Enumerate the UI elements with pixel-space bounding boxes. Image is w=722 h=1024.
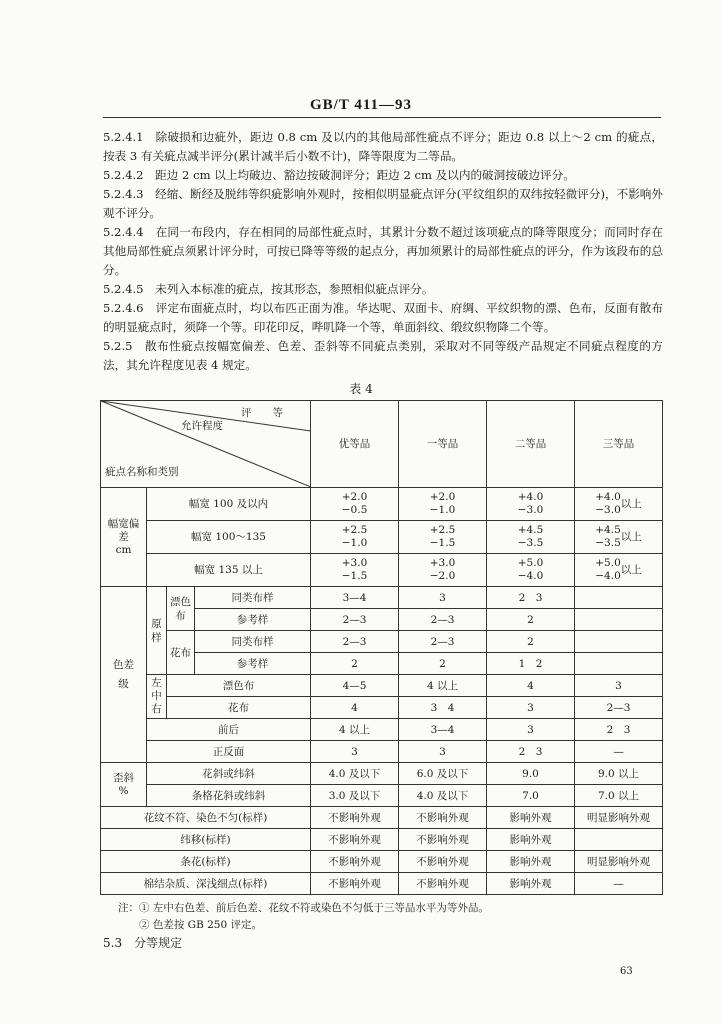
table-row	[101, 587, 663, 609]
cell: 不影响外观	[311, 851, 399, 873]
cell: 不影响外观	[399, 873, 487, 895]
cell: +4.0 −3.0 以上	[575, 488, 663, 521]
cell: 2 3	[487, 741, 575, 763]
cell: 不影响外观	[399, 851, 487, 873]
cell: +5.0 −4.0 以上	[575, 554, 663, 587]
table-row	[101, 763, 663, 785]
row-label: 纬移(标样)	[101, 829, 311, 851]
cell	[575, 631, 663, 653]
diag-allow-label: 允许程度	[181, 420, 223, 432]
cell: +2.0 −1.0	[399, 488, 487, 521]
cell: 3—4	[399, 719, 487, 741]
row-label: 正反面	[147, 741, 311, 763]
cell: 2—3	[399, 609, 487, 631]
cell: 4.0 及以下	[311, 763, 399, 785]
cell: 2—3	[399, 631, 487, 653]
cell: 2 3	[487, 587, 575, 609]
cell: 2	[311, 653, 399, 675]
grade-header: 一等品	[399, 401, 487, 488]
cell: 明显影响外观	[575, 851, 663, 873]
row-label: 花纹不符、染色不匀(标样)	[101, 807, 311, 829]
width-deviation-label: 幅宽偏差 cm	[101, 488, 147, 587]
cell: 不影响外观	[311, 807, 399, 829]
cell: 2	[487, 609, 575, 631]
page-number: 63	[620, 966, 633, 977]
cell	[575, 653, 663, 675]
row-label: 条花(标样)	[101, 851, 311, 873]
table-header-row	[101, 401, 663, 488]
cell: 影响外观	[487, 873, 575, 895]
cell: 影响外观	[487, 807, 575, 829]
standard-header: GB/T 411—93	[310, 97, 412, 113]
table-row	[101, 719, 663, 741]
cell: 2—3	[575, 697, 663, 719]
cell: +4.5 −3.5 以上	[575, 521, 663, 554]
skew-label: 歪斜 %	[101, 763, 147, 807]
paragraph-5-2-4-2: 5.2.4.2 距边 2 cm 以上均破边、豁边按破洞评分；距边 2 cm 及以内的破洞按破边评分。	[103, 168, 575, 182]
cell: —	[575, 873, 663, 895]
cell: 3	[399, 587, 487, 609]
cell: 3—4	[311, 587, 399, 609]
cell: 4 以上	[311, 719, 399, 741]
cell: 明显影响外观	[575, 807, 663, 829]
cell: +5.0 −4.0	[487, 554, 575, 587]
cell: 3	[575, 675, 663, 697]
cell: 不影响外观	[311, 873, 399, 895]
table-4	[100, 400, 663, 895]
cell: 3 4	[399, 697, 487, 719]
cell: 4 以上	[399, 675, 487, 697]
cell: +2.0 −0.5	[311, 488, 399, 521]
paragraph-5-2-4-3: 5.2.4.3 经缩、断经及脱纬等织疵影响外观时，按相似明显疵点评分(平纹组织的双纬按轻微评分)，不影响外观不评分。	[103, 187, 663, 220]
cell: +3.0 −1.5	[311, 554, 399, 587]
table-row	[101, 697, 663, 719]
table-title: 表 4	[349, 382, 373, 396]
cell: 4	[487, 675, 575, 697]
bleached-dyed-label: 漂色布	[167, 587, 195, 631]
row-label: 参考样	[195, 609, 311, 631]
cell: 3.0 及以下	[311, 785, 399, 807]
cell: 9.0 以上	[575, 763, 663, 785]
cell: +2.5 −1.5	[399, 521, 487, 554]
row-label: 花斜或纬斜	[147, 763, 311, 785]
cell: 2—3	[311, 609, 399, 631]
section-heading-5-3: 5.3 分等规定	[103, 936, 183, 950]
cell: 不影响外观	[399, 807, 487, 829]
cell	[575, 829, 663, 851]
cell: 不影响外观	[311, 829, 399, 851]
note-1: 注：① 左中右色差、前后色差、花纹不符或染色不匀低于三等品水平为等外品。	[118, 902, 489, 914]
cell: 不影响外观	[399, 829, 487, 851]
row-label: 前后	[147, 719, 311, 741]
note-2: ② 色差按 GB 250 评定。	[118, 919, 262, 931]
paragraph-5-2-5: 5.2.5 散布性疵点按幅宽偏差、色差、歪斜等不同疵点类别，采取对不同等级产品规定不同疵点程度的方法，其允许程度见表 4 规定。	[103, 339, 663, 372]
cell: +3.0 −2.0	[399, 554, 487, 587]
cell: 3	[487, 719, 575, 741]
cell: 2	[487, 631, 575, 653]
cell: 影响外观	[487, 851, 575, 873]
table-row	[101, 554, 663, 587]
row-label: 幅宽 135 以上	[147, 554, 311, 587]
cell	[575, 587, 663, 609]
row-label: 条格花斜或纬斜	[147, 785, 311, 807]
left-middle-right-label: 左 中 右	[147, 675, 167, 719]
cell: 3	[311, 741, 399, 763]
grade-header: 三等品	[575, 401, 663, 488]
cell: 2 3	[575, 719, 663, 741]
cell: 7.0	[487, 785, 575, 807]
cell: 4.0 及以下	[399, 785, 487, 807]
cell: +4.5 −3.5	[487, 521, 575, 554]
row-label: 同类布样	[195, 631, 311, 653]
diagonal-header-cell	[101, 401, 311, 488]
paragraph-5-2-4-5: 5.2.4.5 未列入本标准的疵点，按其形态，参照相似疵点评分。	[103, 282, 434, 296]
paragraph-5-2-4-1: 5.2.4.1 除破损和边疵外，距边 0.8 cm 及以内的其他局部性疵点不评分；距边 0.8 以上～2 cm 的疵点，按表 3 有关疵点减半评分(累计减半后小数不计)，降等限度为二等品。	[103, 130, 663, 163]
row-label: 棉结杂质、深浅细点(标样)	[101, 873, 311, 895]
cell: 1 2	[487, 653, 575, 675]
color-difference-label: 色差 级	[101, 587, 147, 763]
cell: +2.5 −1.0	[311, 521, 399, 554]
cell: —	[575, 741, 663, 763]
cell: 9.0	[487, 763, 575, 785]
row-label: 漂色布	[167, 675, 311, 697]
table-row	[101, 829, 663, 851]
table-row	[101, 741, 663, 763]
table-row	[101, 807, 663, 829]
cell: 2	[399, 653, 487, 675]
row-label: 参考样	[195, 653, 311, 675]
table-notes	[118, 900, 489, 934]
table-row	[101, 851, 663, 873]
table-row	[101, 488, 663, 521]
paragraph-5-2-4-6: 5.2.4.6 评定布面疵点时，均以布匹正面为准。华达呢、双面卡、府绸、平纹织物的漂、色布，反面有散布的明显疵点时，须降一个等。印花印反，哔叽降一个等，单面斜纹、缎纹织物降二个等。	[103, 301, 663, 334]
cell: 3	[487, 697, 575, 719]
table-row	[101, 873, 663, 895]
cell: 7.0 以上	[575, 785, 663, 807]
paragraph-5-2-4-4: 5.2.4.4 在同一布段内，存在相同的局部性疵点时，其累计分数不超过该项疵点的降等限度分；而同时存在其他局部性疵点须累计评分时，可按已降等等级的起点分，再加须累计的局部性疵点的评分，作为该段布的总分。	[103, 225, 663, 277]
diag-name-label: 疵点名称和类别	[105, 466, 179, 478]
diag-grade-label: 评 等	[241, 407, 283, 419]
row-label: 花布	[167, 697, 311, 719]
grade-header: 二等品	[487, 401, 575, 488]
printed-cloth-label: 花布	[167, 631, 195, 675]
table-row	[101, 521, 663, 554]
cell: +4.0 −3.0	[487, 488, 575, 521]
cell: 3	[399, 741, 487, 763]
cell	[575, 609, 663, 631]
table-row	[101, 675, 663, 697]
row-label: 同类布样	[195, 587, 311, 609]
grade-header: 优等品	[311, 401, 399, 488]
cell: 4—5	[311, 675, 399, 697]
original-sample-label: 原样	[147, 587, 167, 675]
cell: 影响外观	[487, 829, 575, 851]
table-row	[101, 631, 663, 653]
cell: 4	[311, 697, 399, 719]
row-label: 幅宽 100 及以内	[147, 488, 311, 521]
header-rule	[103, 117, 661, 118]
table-row	[101, 785, 663, 807]
cell: 6.0 及以下	[399, 763, 487, 785]
cell: 2—3	[311, 631, 399, 653]
body-text	[103, 128, 663, 375]
row-label: 幅宽 100～135	[147, 521, 311, 554]
